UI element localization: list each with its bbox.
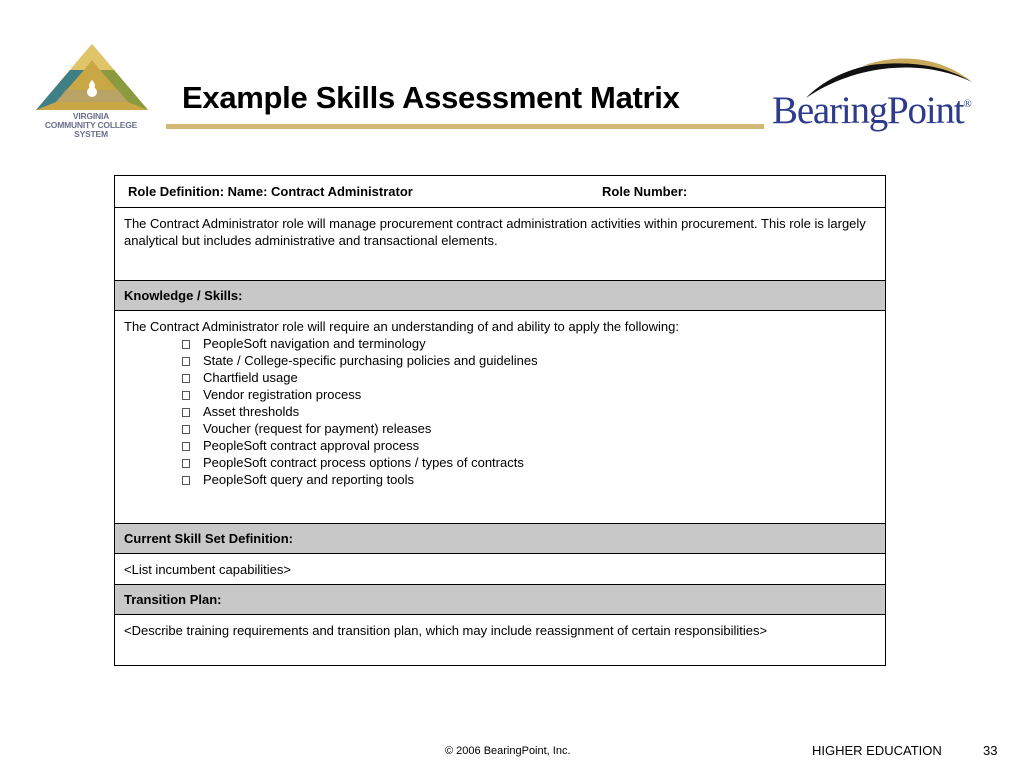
role-definition-row	[115, 176, 886, 208]
skill-item: PeopleSoft query and reporting tools	[180, 471, 876, 488]
role-description-row	[115, 208, 886, 281]
knowledge-skills-heading: Knowledge / Skills:	[115, 281, 886, 311]
vccs-triangle-icon	[32, 40, 152, 112]
knowledge-intro: The Contract Administrator role will require an understanding of and ability to apply the following:	[124, 319, 679, 334]
current-skill-row	[115, 554, 886, 585]
bearingpoint-name: BearingPoint	[772, 89, 964, 132]
page-title: Example Skills Assessment Matrix	[182, 80, 680, 115]
transition-plan-placeholder: <Describe training requirements and transition plan, which may include reassignment of certain responsibilities>	[115, 615, 886, 666]
role-number-label: Role Number:	[602, 184, 688, 199]
skill-item: Voucher (request for payment) releases	[180, 420, 876, 437]
skills-list	[124, 335, 876, 488]
vccs-logo-line1: VIRGINIA	[72, 111, 110, 121]
transition-plan-header-row	[115, 585, 886, 615]
knowledge-skills-row	[115, 311, 886, 524]
registered-mark: ®	[963, 98, 972, 110]
skill-item: PeopleSoft contract approval process	[180, 437, 876, 454]
skill-item: State / College-specific purchasing policies and guidelines	[180, 352, 876, 369]
vccs-logo-text	[26, 112, 156, 139]
footer-section-label: HIGHER EDUCATION	[812, 743, 942, 758]
role-description: The Contract Administrator role will manage procurement contract administration activities within procurement. This role is largely analytical but includes administrative and transactional elements.	[115, 208, 886, 281]
transition-plan-row	[115, 615, 886, 666]
title-underline	[166, 124, 764, 129]
role-definition-cell	[115, 176, 886, 208]
skill-item: Vendor registration process	[180, 386, 876, 403]
current-skill-placeholder: <List incumbent capabilities>	[115, 554, 886, 585]
vccs-logo-line2: COMMUNITY COLLEGE	[44, 120, 138, 130]
bearingpoint-logo	[772, 52, 976, 136]
current-skill-header-row	[115, 524, 886, 554]
current-skill-heading: Current Skill Set Definition:	[115, 524, 886, 554]
knowledge-skills-header-row	[115, 281, 886, 311]
role-definition-label: Role Definition: Name: Contract Administrator	[128, 184, 413, 199]
transition-plan-heading: Transition Plan:	[115, 585, 886, 615]
footer-copyright: © 2006 BearingPoint, Inc.	[445, 745, 571, 757]
page-number: 33	[983, 743, 998, 758]
knowledge-skills-cell	[115, 311, 886, 524]
skill-item: PeopleSoft navigation and terminology	[180, 335, 876, 352]
skills-matrix-table	[114, 175, 886, 666]
skill-item: PeopleSoft contract process options / types of contracts	[180, 454, 876, 471]
bearingpoint-wordmark	[772, 88, 972, 133]
skill-item: Asset thresholds	[180, 403, 876, 420]
vccs-logo	[26, 40, 162, 142]
skill-item: Chartfield usage	[180, 369, 876, 386]
vccs-logo-line3: SYSTEM	[74, 129, 108, 139]
